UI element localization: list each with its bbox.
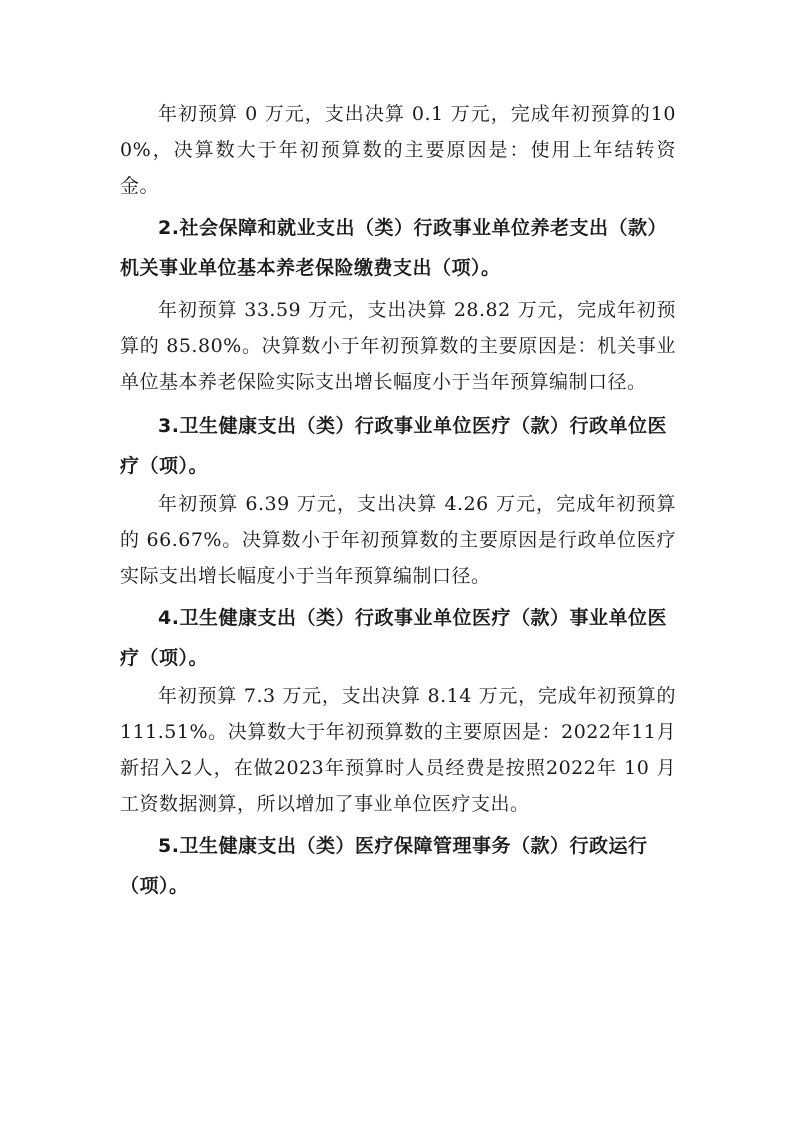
paragraph-admin-unit-medical: 年初预算 6.39 万元，支出决算 4.26 万元，完成年初预算的 66.67%。决算数小于年初预算数的主要原因是行政单位医疗实际支出增长幅度小于当年预算编制口径。	[120, 493, 676, 587]
section-heading-pension-insurance: 2.社会保障和就业支出（类）行政事业单位养老支出（款）机关事业单位基本养老保险缴费支出（项）。	[120, 217, 667, 279]
paragraph-pension-insurance: 年初预算 33.59 万元，支出决算 28.82 万元，完成年初预算的 85.80%。决算数小于年初预算数的主要原因是：机关事业单位基本养老保险实际支出增长幅度小于当年预算编制口径。	[120, 299, 676, 393]
paragraph-carryover-funds: 年初预算 0 万元，支出决算 0.1 万元，完成年初预算的100%，决算数大于年初预算数的主要原因是：使用上年结转资金。	[120, 103, 676, 197]
paragraph-public-institution-medical: 年初预算 7.3 万元，支出决算 8.14 万元，完成年初预算的 111.51%。决算数大于年初预算数的主要原因是：2022年11月新招入2人，在做2023年预算时人员经费是按照2022年 10 月工资数据测算，所以增加了事业单位医疗支出。	[120, 685, 676, 815]
section-heading-medical-security-admin: 5.卫生健康支出（类）医疗保障管理事务（款）行政运行（项）。	[120, 835, 648, 897]
section-heading-admin-unit-medical: 3.卫生健康支出（类）行政事业单位医疗（款）行政单位医疗（项）。	[120, 415, 667, 477]
section-heading-public-institution-medical: 4.卫生健康支出（类）行政事业单位医疗（款）事业单位医疗（项）。	[120, 607, 667, 669]
document-body	[120, 96, 676, 906]
